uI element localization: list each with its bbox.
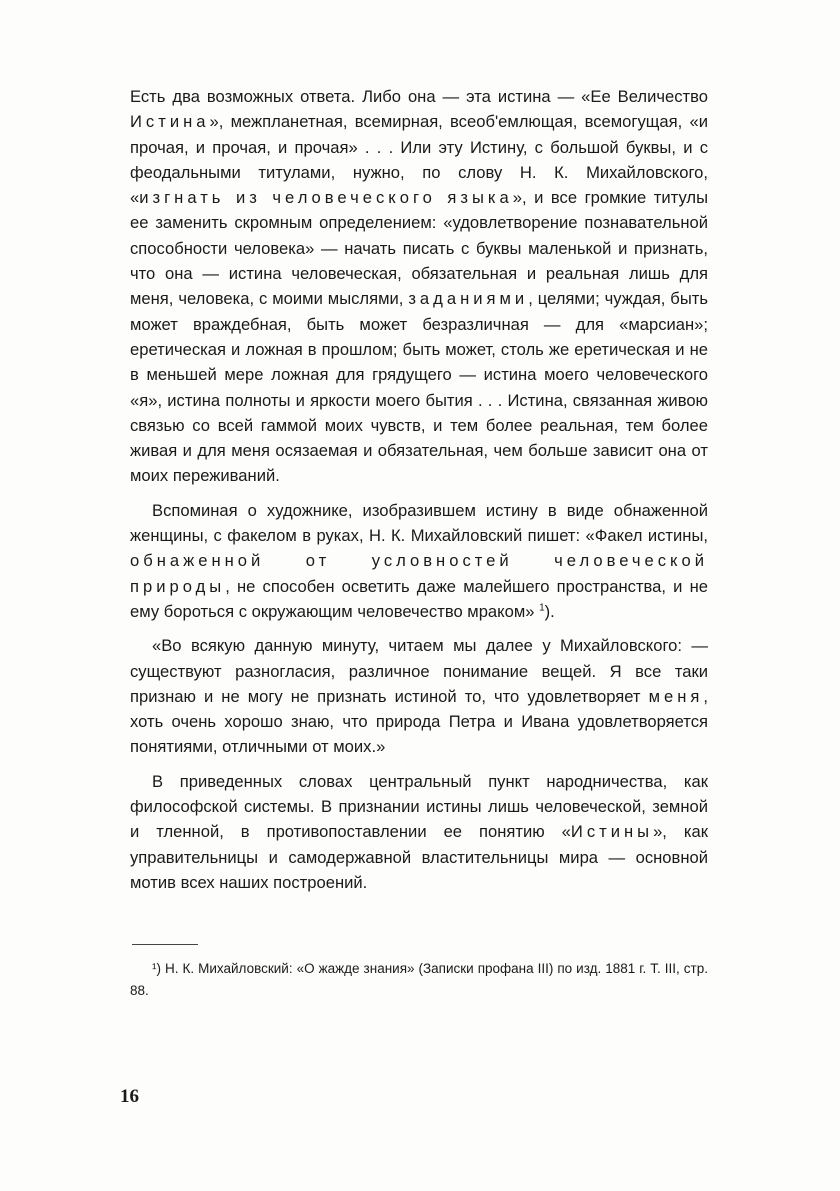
text-run: Вспоминая о художнике, изобразившем истину в виде обнаженной женщины, с факелом в руках, Н. К. Михайловский пишет: «Факел истины, [130,500,708,546]
text-run: , целями; чуждая, быть может враждебная, быть может безразличная — для «марсиан»; еретическая и ложная в прошлом; быть может, столь же еретическая и не в меньшей мере ложная для грядущего — истина моего человеческого «я», истина полноты и яркости моего бытия . . . Истина, связанная живою связью со всей гаммой моих чувств, и тем более реальная, тем более живая и для меня осязаемая и обязательная, чем больше зависит она от моих переживаний. [130,289,708,486]
emphasized-text: изгнать из человеческого языка [139,188,513,208]
text-run: », как управительницы и самодержавной властительницы мира — основной мотив всех наших построений. [130,822,709,892]
footnote: ¹) Н. К. Михайловский: «О жажде знания» (Записки профана III) по изд. 1881 г. Т. III, стр. 88. [130,961,708,998]
text-run: В приведенных словах центральный пункт народничества, как философской системы. В признании истины лишь человеческой, земной и тленной, в противопоставлении ее понятию « [130,771,708,842]
emphasized-text: Истина [130,112,210,132]
paragraph-4 [130,769,708,895]
emphasized-text: Истины [570,822,654,842]
emphasized-text: меня [648,686,704,706]
paragraph-3 [130,633,708,759]
emphasized-text: обнаженной от условностей человеческой природы [130,551,708,596]
footnote-divider [132,944,198,945]
text-run: «Во всякую данную минуту, читаем мы далее у Михайловского: — существуют разногласия, различное понимание вещей. Я все таки признаю и не могу не признать истиной то, что удовлетворяет [130,636,708,706]
text-run: ). [544,601,555,621]
text-run: », и все громкие титулы ее заменить скромным определением: «удовлетворение познавательной способности человека» — начать писать с буквы маленькой и признать, что она — истина человеческая, обязательная и реальная лишь для меня, человека, с моими мыслями, [130,188,709,309]
page-number: 16 [120,1086,139,1107]
main-text [130,84,708,895]
footnote-marker: 1 [539,602,545,614]
text-run: Есть два возможных ответа. Либо она — эта истина — «Ее Величество [130,87,708,106]
paragraph-1 [130,84,708,489]
emphasized-text: заданиями [408,289,529,309]
paragraph-2 [130,498,708,624]
text-run: , хоть очень хорошо знаю, что природа Петра и Ивана удовлетворяется понятиями, отличными от моих.» [130,686,708,757]
text-run: , не способен осветить даже малейшего пространства, и не ему бороться с окружающим человечество мраком» [130,576,708,621]
text-run: », межпланетная, всемирная, всеоб'емлющая, всемогущая, «и прочая, и прочая, и прочая» . . . Или эту Истину, с большой буквы, и с феодальными титулами, нужно, по слову Н. К. Михайловского, « [130,112,708,208]
